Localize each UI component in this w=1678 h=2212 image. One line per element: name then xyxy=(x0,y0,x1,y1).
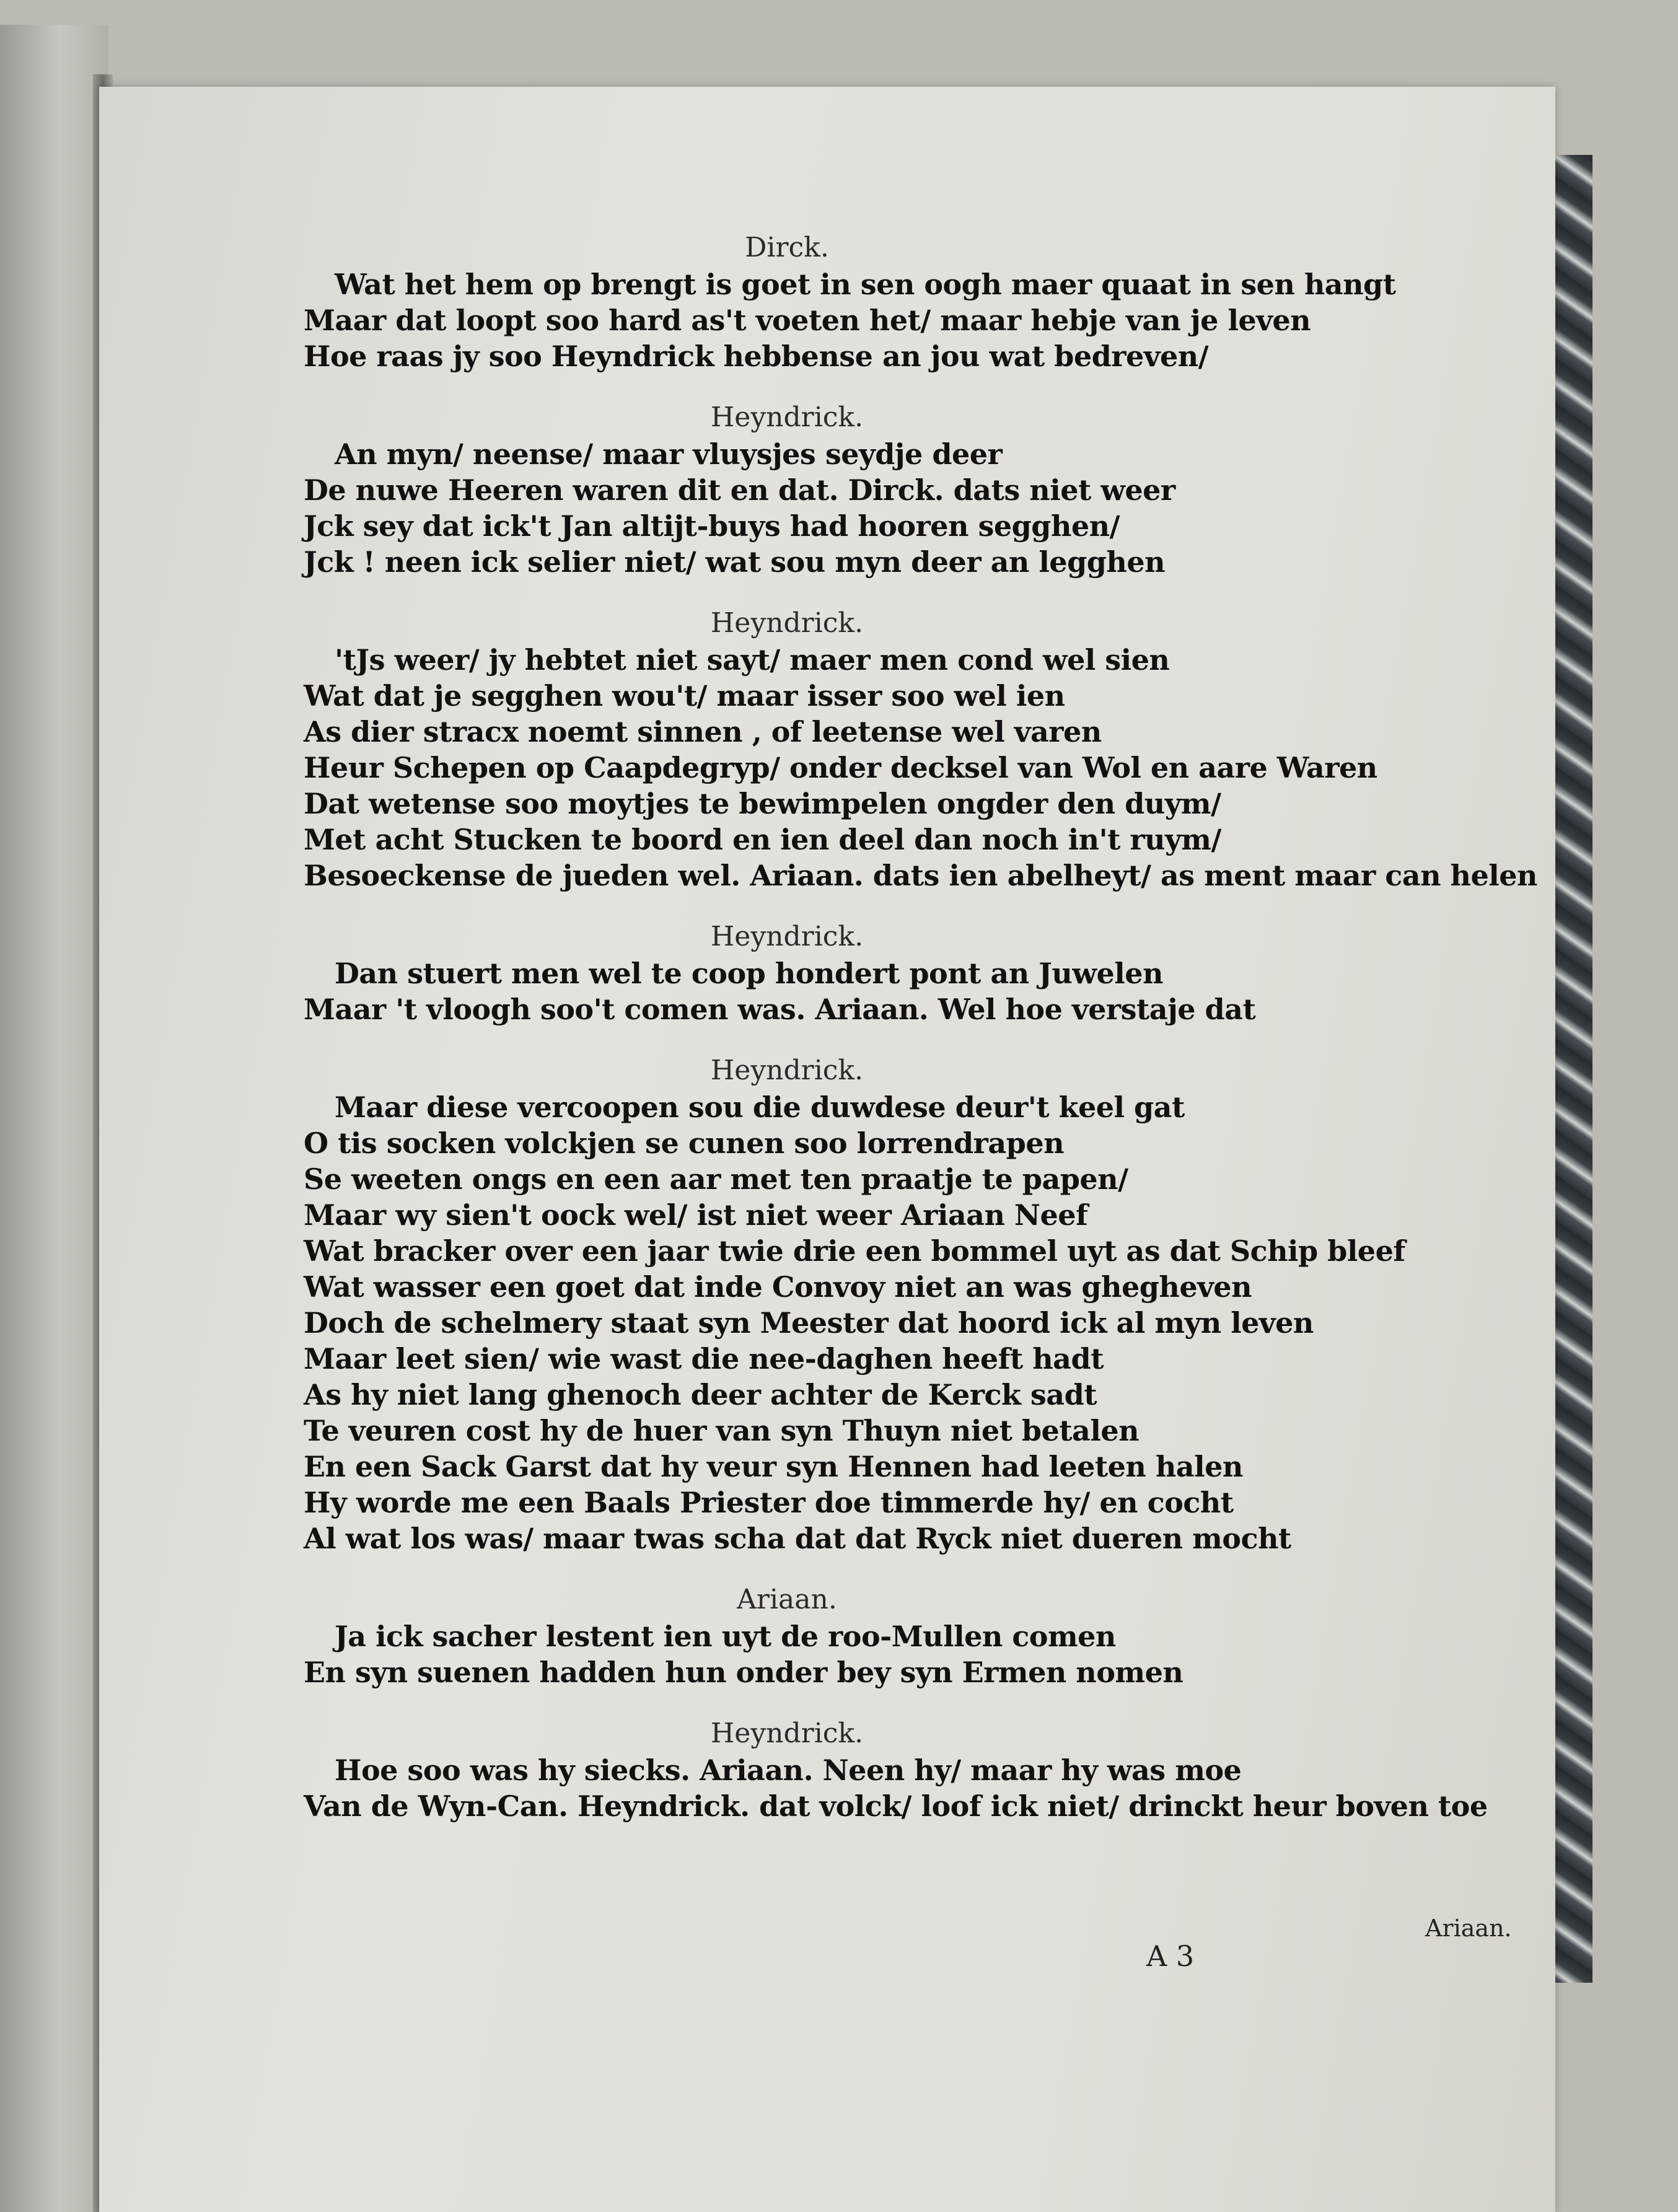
verse-line: Hoe soo was hy siecks. Ariaan. Neen hy/ maar hy was moe xyxy=(335,1753,1242,1787)
verse-line: Besoeckense de jueden wel. Ariaan. dats ien abelheyt/ as ment maar can helen xyxy=(304,859,1537,892)
facing-page xyxy=(0,25,108,2212)
verse-line: Maar diese vercoopen sou die duwdese deur't keel gat xyxy=(335,1091,1185,1124)
verse-line: Hy worde me een Baals Priester doe timmerde hy/ en cocht xyxy=(304,1486,1234,1519)
verse-line: 'tJs weer/ jy hebtet niet sayt/ maer men cond wel sien xyxy=(335,643,1170,677)
verse-line: Van de Wyn-Can. Heyndrick. dat volck/ loof ick niet/ drinckt heur boven toe xyxy=(304,1789,1488,1823)
verse-line: Ja ick sacher lestent ien uyt de roo-Mullen comen xyxy=(335,1620,1116,1653)
verse-line: Heur Schepen op Caapdegryp/ onder decksel van Wol en aare Waren xyxy=(304,751,1377,784)
speaker-heading: Heyndrick. xyxy=(710,1055,864,1086)
verse-line: De nuwe Heeren waren dit en dat. Dirck. dats niet weer xyxy=(304,473,1175,507)
speaker-heading: Heyndrick. xyxy=(710,921,864,952)
verse-line: Dat wetense soo moytjes te bewimpelen ongder den duym/ xyxy=(304,787,1221,820)
page-text xyxy=(304,229,1543,1824)
verse-line: Se weeten ongs en een aar met ten praatje te papen/ xyxy=(304,1162,1128,1196)
speaker-heading: Dirck. xyxy=(745,232,829,263)
verse-line: En een Sack Garst dat hy veur syn Hennen had leeten halen xyxy=(304,1450,1243,1483)
book-page xyxy=(99,87,1555,2212)
catchword: Ariaan. xyxy=(1425,1915,1512,1942)
verse-line: An myn/ neense/ maar vluysjes seydje deer xyxy=(335,437,1003,471)
verse-line: Al wat los was/ maar twas scha dat dat Ryck niet dueren mocht xyxy=(304,1522,1291,1555)
verse-line: Te veuren cost hy de huer van syn Thuyn niet betalen xyxy=(304,1414,1140,1447)
signature-mark: A 3 xyxy=(1146,1939,1195,1973)
speaker-heading: Heyndrick. xyxy=(710,402,864,433)
verse-line: Dan stuert men wel te coop hondert pont an Juwelen xyxy=(335,957,1163,990)
verse-line: Maar wy sien't oock wel/ ist niet weer Ariaan Neef xyxy=(304,1198,1088,1232)
verse-line: O tis socken volckjen se cunen soo lorrendrapen xyxy=(304,1126,1065,1160)
verse-line: En syn suenen hadden hun onder bey syn Ermen nomen xyxy=(304,1656,1184,1689)
verse-line: Met acht Stucken te boord en ien deel dan noch in't ruym/ xyxy=(304,823,1221,856)
speaker-heading: Ariaan. xyxy=(737,1584,837,1615)
verse-line: Wat het hem op brengt is goet in sen oogh maer quaat in sen hangt xyxy=(335,268,1396,301)
verse-line: Jck ! neen ick selier niet/ wat sou myn deer an legghen xyxy=(304,545,1166,579)
verse-line: As dier stracx noemt sinnen , of leetense wel varen xyxy=(304,715,1102,748)
verse-line: Maar leet sien/ wie wast die nee-daghen heeft hadt xyxy=(304,1342,1104,1376)
verse-line: Hoe raas jy soo Heyndrick hebbense an jou wat bedreven/ xyxy=(304,340,1208,373)
verse-line: Doch de schelmery staat syn Meester dat hoord ick al myn leven xyxy=(304,1306,1314,1340)
verse-line: As hy niet lang ghenoch deer achter de Kerck sadt xyxy=(304,1378,1097,1411)
verse-line: Jck sey dat ick't Jan altijt-buys had hooren segghen/ xyxy=(304,509,1120,543)
verse-line: Maar dat loopt soo hard as't voeten het/ maar hebje van je leven xyxy=(304,304,1311,337)
speaker-heading: Heyndrick. xyxy=(710,1718,864,1749)
verse-line: Wat wasser een goet dat inde Convoy niet an was ghegheven xyxy=(304,1270,1252,1304)
verse-line: Maar 't vloogh soo't comen was. Ariaan. Wel hoe verstaje dat xyxy=(304,993,1256,1026)
verse-line: Wat dat je segghen wou't/ maar isser soo wel ien xyxy=(304,679,1065,713)
speaker-heading: Heyndrick. xyxy=(710,607,864,639)
verse-line: Wat bracker over een jaar twie drie een bommel uyt as dat Schip bleef xyxy=(304,1234,1405,1268)
